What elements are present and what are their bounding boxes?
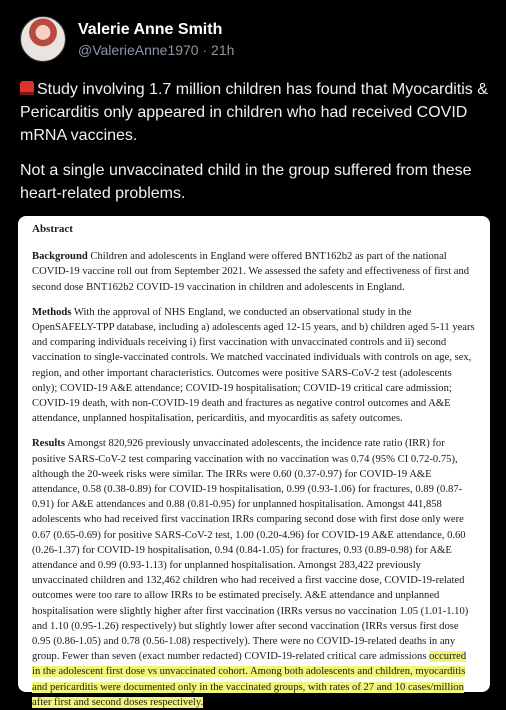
abstract-background (32, 249, 476, 295)
tweet-paragraph-2: Not a single unvaccinated child in the group suffered from these heart-related problems. (20, 162, 472, 202)
abstract-results (32, 436, 476, 710)
tweet-header (20, 16, 234, 62)
results-highlight: occurred in the adolescent first dose vs unvaccinated cohort. Among both adolescents and children, myocarditis and pericarditis were documented only in the vaccinated groups, with rates of 27 and 10 cases/million after first and second doses respectively. (32, 651, 467, 708)
siren-icon (20, 81, 34, 95)
attached-image[interactable] (18, 216, 490, 708)
tweet-paragraph-1 (20, 78, 492, 147)
results-text: Amongst 820,926 previously unvaccinated adolescents, the incidence rate ratio (IRR) for positive SARS-CoV-2 test comparing vaccination with no vaccination was 0.74 (95% CI 0.72-0.75), although the 20-week risks were similar. The IRRs were 0.60 (0.37-0.97) for COVID-19 A&E attendance, 0.58 (0.38-0.89) for COVID-19 hospitalisation, 0.99 (0.93-1.06) for fractures, 0.89 (0.87-0.91) for A&E attendances and 0.88 (0.81-0.95) for unplanned hospitalisation. Amongst 441,858 adolescents who had received first vaccination IRRs comparing second dose with first dose only were 0.67 (0.65-0.69) for positive SARS-CoV-2 test, 1.00 (0.20-4.96) for COVID-19 A&E attendance, 0.60 (0.26-1.37) for COVID-19 hospitalisation, 0.94 (0.84-1.05) for fractures, 0.93 (0.89-0.98) for A&E attendance and 0.99 (0.93-1.13) for unplanned hospitalisation. Amongst 283,422 previously unvaccinated children and 132,462 children who had received a first vaccine dose, COVID-19-related outcomes were too rare to allow IRRs to be estimated precisely. A&E attendance and unplanned hospitalisation were slightly higher after first vaccination (IRRs versus no vaccination 1.05 (1.01-1.10) and 1.10 (0.95-1.26) respectively) but slightly lower after second vaccination (IRRs versus first dose 0.95 (0.86-1.05) and 0.78 (0.56-1.08) respectively). There were no COVID-19-related deaths in any group. Fewer than seven (exact number redacted) COVID-19-related critical care admissions (32, 438, 469, 663)
abstract-title: Abstract (32, 223, 73, 235)
avatar[interactable] (20, 16, 66, 62)
meta-separator: · (202, 41, 208, 58)
background-text: Children and adolescents in England were offered BNT162b2 as part of the national COVID-19 vaccine roll out from September 2021. We assessed the safety and effectiveness of first and second dose BNT162b2 COVID-19 vaccination in children and adolescents in England. (32, 251, 470, 293)
abstract-content (18, 216, 490, 710)
author-handle[interactable]: @ValerieAnne1970 (78, 41, 199, 58)
author-info (78, 21, 234, 58)
methods-text: With the approval of NHS England, we conducted an observational study in the OpenSAFELY-TPP database, including a) adolescents aged 12-15 years, and b) children aged 5-11 years and comparing individuals receiving i) first vaccination with unvaccinated controls and ii) second vaccination to single-vaccinated controls. We matched vaccinated individuals with controls on age, sex, region, and other important characteristics. Outcomes were positive SARS-CoV-2 test (adolescents only); COVID-19 A&E attendance; COVID-19 hospitalisation; COVID-19 critical care admission; COVID-19 death, with non-COVID-19 death and fractures as negative control outcomes and A&E attendance, unplanned hospitalisation, pericarditis, and myocarditis as safety outcomes. (32, 306, 475, 425)
author-display-name[interactable]: Valerie Anne Smith (78, 20, 223, 38)
author-meta (78, 42, 234, 58)
methods-label: Methods (32, 306, 72, 318)
abstract-methods (32, 305, 476, 427)
post-time[interactable]: 21h (211, 41, 235, 58)
tweet-paragraph-1-text: Study involving 1.7 million children has found that Myocarditis & Pericarditis only appeared in children who had received COVID mRNA vaccines. (20, 81, 488, 144)
results-label: Results (32, 438, 65, 450)
tweet-body (20, 78, 492, 217)
background-label: Background (32, 251, 88, 263)
